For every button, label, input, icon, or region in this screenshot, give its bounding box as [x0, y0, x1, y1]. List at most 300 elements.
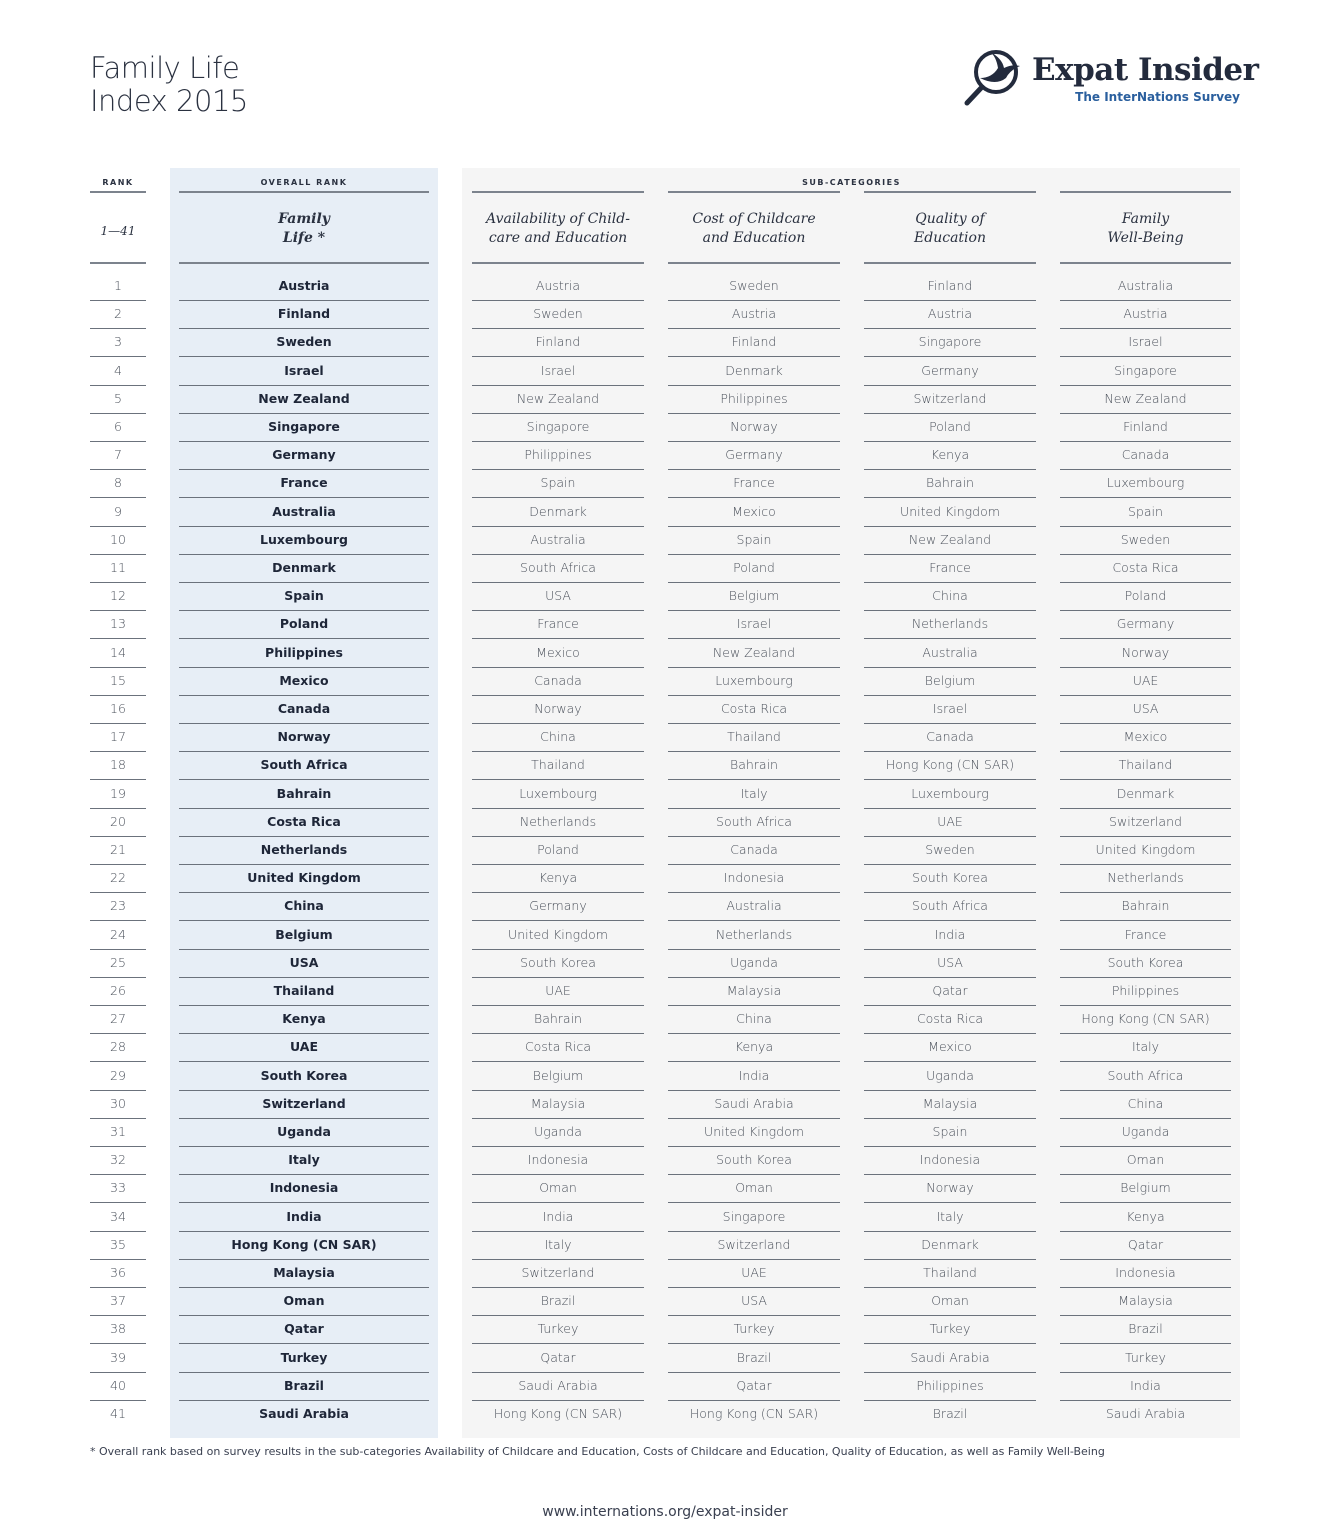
subcategory-country: Turkey — [537, 1321, 579, 1337]
row-divider — [179, 469, 429, 470]
subcategory-country: United Kingdom — [508, 926, 608, 942]
row-divider — [90, 497, 146, 498]
rank-number: 26 — [110, 983, 126, 998]
row-divider — [1060, 1259, 1231, 1260]
subcategory-country: Switzerland — [913, 390, 987, 406]
subcategory-country: Denmark — [1116, 785, 1175, 801]
subcategory-country: France — [1124, 926, 1167, 942]
row-divider — [90, 469, 146, 470]
subcategory-country: Luxembourg — [911, 785, 989, 801]
rank-number: 15 — [110, 672, 126, 688]
subcategory-country: Austria — [1123, 306, 1168, 322]
subcategory-country: Australia — [922, 644, 978, 660]
column-header: Cost of Childcare and Education — [692, 211, 816, 246]
header-divider — [179, 262, 429, 264]
subcategory-country: Canada — [534, 672, 582, 688]
subcategory-country: Uganda — [926, 1067, 974, 1083]
subcategory-country: Luxembourg — [519, 785, 597, 801]
subcategory-country: Netherlands — [715, 926, 793, 942]
rank-number: 17 — [110, 729, 126, 745]
subcategory-country: Norway — [1121, 644, 1170, 660]
rank-number: 25 — [110, 954, 126, 970]
row-divider — [179, 497, 429, 498]
row-divider — [1060, 1146, 1231, 1147]
subcategory-country: Malaysia — [530, 1095, 586, 1111]
header-divider — [472, 191, 644, 193]
overall-country: Australia — [272, 503, 336, 519]
subcategory-country: Hong Kong (CN SAR) — [493, 1406, 623, 1421]
row-divider — [179, 808, 429, 809]
overall-country: Mexico — [279, 672, 329, 688]
subcategory-country: Finland — [535, 334, 581, 350]
rank-number: 20 — [110, 813, 126, 829]
row-divider — [90, 554, 146, 555]
subcategory-country: Singapore — [722, 1208, 786, 1224]
rank-label: RANK — [102, 178, 134, 187]
overall-country: United Kingdom — [247, 870, 361, 886]
subcategory-country: South Korea — [520, 954, 596, 970]
subcategory-country: France — [929, 560, 971, 575]
row-divider — [179, 864, 429, 865]
overall-country: New Zealand — [258, 390, 350, 406]
row-divider — [90, 751, 146, 752]
subcategory-country: Belgium — [532, 1067, 584, 1083]
row-divider — [90, 667, 146, 668]
row-divider — [90, 1315, 146, 1316]
header-divider — [668, 262, 840, 264]
subcategory-country: Canada — [926, 729, 974, 745]
row-divider — [864, 497, 1036, 498]
subcategory-country: Brazil — [736, 1349, 772, 1365]
row-divider — [90, 892, 146, 893]
page-title — [90, 52, 248, 118]
subcategory-country: Oman — [539, 1180, 577, 1196]
row-divider — [472, 1033, 644, 1034]
row-divider — [179, 1090, 429, 1091]
row-divider — [472, 1259, 644, 1260]
row-divider — [864, 779, 1036, 780]
row-divider — [179, 1259, 429, 1260]
row-divider — [472, 977, 644, 978]
subcategory-country: South Africa — [520, 560, 596, 575]
overall-country: Poland — [279, 616, 329, 632]
row-divider — [90, 1061, 146, 1062]
subcategory-country: USA — [545, 588, 571, 604]
rank-number: 22 — [110, 870, 126, 886]
row-divider — [90, 1231, 146, 1232]
subcategory-country: Philippines — [1111, 983, 1180, 998]
footnote: * Overall rank based on survey results in the sub-categories Availability of Childcare and Education, Costs of Childcare and Education, Quality of Education, as well as Family Well-Being — [90, 1445, 1105, 1458]
subcategory-country: Poland — [929, 419, 971, 434]
row-divider — [1060, 667, 1231, 668]
row-divider — [90, 1343, 146, 1344]
subcategory-country: Netherlands — [911, 616, 989, 632]
subcategory-country: Luxembourg — [715, 672, 793, 688]
row-divider — [179, 1033, 429, 1034]
subcategory-country: Switzerland — [717, 1236, 791, 1252]
row-divider — [472, 1146, 644, 1147]
row-divider — [864, 977, 1036, 978]
subcategory-country: Austria — [535, 278, 581, 293]
row-divider — [668, 1146, 840, 1147]
subcategory-country: Italy — [1131, 1039, 1160, 1055]
subcategory-country: South Africa — [716, 813, 792, 829]
row-divider — [90, 638, 146, 639]
row-divider — [1060, 920, 1231, 921]
overall-country: Saudi Arabia — [259, 1406, 349, 1421]
row-divider — [90, 836, 146, 837]
overall-country: Kenya — [282, 1011, 326, 1027]
overall-country: Philippines — [265, 644, 343, 660]
row-divider — [472, 413, 644, 414]
column-header: Quality of Education — [914, 211, 986, 246]
row-divider — [864, 300, 1036, 301]
rank-number: 23 — [110, 898, 126, 914]
row-divider — [1060, 610, 1231, 611]
overall-country: Costa Rica — [267, 813, 341, 829]
subcategory-country: Mexico — [732, 503, 776, 519]
row-divider — [1060, 526, 1231, 527]
row-divider — [179, 1202, 429, 1203]
subcategory-country: Norway — [730, 419, 778, 434]
row-divider — [1060, 1005, 1231, 1006]
overall-country: Qatar — [284, 1321, 324, 1337]
row-divider — [90, 1400, 146, 1401]
column-header: 1—41 — [100, 224, 136, 238]
subcategory-country: Bahrain — [1121, 898, 1170, 914]
title-line-2: Index 2015 — [90, 84, 248, 118]
subcategory-country: USA — [741, 1293, 767, 1309]
row-divider — [179, 1372, 429, 1373]
subcategory-country: UAE — [545, 983, 571, 998]
row-divider — [90, 1287, 146, 1288]
overall-country: Uganda — [277, 1124, 331, 1139]
row-divider — [1060, 441, 1231, 442]
subcategory-country: New Zealand — [908, 531, 992, 547]
row-divider — [90, 1174, 146, 1175]
overall-country: Spain — [284, 588, 324, 604]
subcategory-country: Spain — [1128, 503, 1163, 519]
row-divider — [90, 695, 146, 696]
header-divider — [179, 191, 429, 193]
subcategory-country: Oman — [1126, 1152, 1165, 1168]
row-divider — [668, 1400, 840, 1401]
rank-number: 34 — [110, 1208, 126, 1224]
rank-number: 10 — [110, 531, 126, 547]
row-divider — [472, 300, 644, 301]
row-divider — [864, 1343, 1036, 1344]
row-divider — [1060, 1343, 1231, 1344]
subcategory-country: Turkey — [733, 1321, 775, 1337]
row-divider — [472, 610, 644, 611]
column-header: Availability of Child- care and Education — [486, 211, 630, 246]
subcategory-country: India — [738, 1067, 770, 1083]
row-divider — [179, 695, 429, 696]
subcategory-country: China — [736, 1011, 772, 1027]
title-line-1: Family Life — [90, 51, 240, 85]
row-divider — [864, 1061, 1036, 1062]
subcategory-country: Bahrain — [534, 1011, 582, 1027]
subcategory-country: Indonesia — [723, 870, 785, 886]
subcategory-country: Costa Rica — [720, 701, 788, 716]
subcategory-country: Indonesia — [1115, 1265, 1176, 1280]
overall-country: Brazil — [284, 1377, 324, 1393]
subcategory-country: Oman — [931, 1293, 969, 1309]
row-divider — [179, 328, 429, 329]
row-divider — [179, 300, 429, 301]
row-divider — [864, 1005, 1036, 1006]
subcategory-country: Kenya — [734, 1039, 774, 1055]
row-divider — [90, 385, 146, 386]
subcategory-country: USA — [937, 954, 963, 970]
subcategory-country: Norway — [926, 1180, 974, 1196]
row-divider — [472, 1287, 644, 1288]
subcategory-country: Oman — [735, 1180, 773, 1196]
row-divider — [1060, 1033, 1231, 1034]
subcategory-country: Costa Rica — [916, 1011, 984, 1027]
row-divider — [864, 836, 1036, 837]
row-divider — [668, 469, 840, 470]
subcategory-country: Qatar — [932, 983, 968, 998]
subcategory-country: Hong Kong (CN SAR) — [689, 1406, 819, 1421]
overall-country: Malaysia — [273, 1265, 335, 1280]
row-divider — [179, 836, 429, 837]
rank-number: 18 — [110, 757, 126, 773]
subcategory-country: Denmark — [725, 362, 783, 378]
subcategory-country: Turkey — [1125, 1349, 1166, 1365]
subcategory-country: Spain — [932, 1124, 968, 1139]
subcategory-country: Malaysia — [726, 983, 782, 998]
subcategory-country: South Korea — [912, 870, 988, 886]
rank-number: 11 — [110, 560, 126, 575]
row-divider — [668, 808, 840, 809]
subcategory-country: Sweden — [1120, 531, 1171, 547]
subcategory-country: Philippines — [916, 1377, 984, 1393]
subcategory-country: Uganda — [1121, 1124, 1170, 1139]
row-divider — [472, 751, 644, 752]
subcategory-country: Belgium — [1120, 1180, 1171, 1196]
subcategory-country: Denmark — [529, 503, 587, 519]
row-divider — [864, 526, 1036, 527]
row-divider — [864, 1372, 1036, 1373]
rank-number: 3 — [114, 334, 122, 350]
row-divider — [668, 695, 840, 696]
subcategory-country: Saudi Arabia — [714, 1095, 794, 1111]
row-divider — [179, 1061, 429, 1062]
subcategory-country: Australia — [726, 898, 782, 914]
row-divider — [1060, 497, 1231, 498]
rank-number: 21 — [110, 842, 126, 857]
row-divider — [864, 1259, 1036, 1260]
subcategory-country: Hong Kong (CN SAR) — [885, 757, 1015, 773]
subcategory-country: Thailand — [531, 757, 585, 773]
column-header: Family Well-Being — [1107, 211, 1184, 246]
subcategory-country: Poland — [1124, 588, 1167, 604]
subcategory-country: Costa Rica — [524, 1039, 592, 1055]
overall-country: Indonesia — [269, 1180, 339, 1196]
row-divider — [179, 385, 429, 386]
row-divider — [1060, 300, 1231, 301]
subcategory-country: Germany — [725, 447, 783, 463]
subcategory-country: China — [932, 588, 968, 604]
subcategory-country: Thailand — [923, 1265, 977, 1280]
rank-number: 37 — [110, 1293, 126, 1309]
overall-country: Finland — [277, 306, 331, 322]
rank-number: 2 — [114, 306, 122, 322]
row-divider — [1060, 723, 1231, 724]
rank-number: 16 — [110, 701, 126, 716]
row-divider — [179, 1118, 429, 1119]
row-divider — [179, 667, 429, 668]
row-divider — [668, 892, 840, 893]
subcategory-country: Singapore — [1114, 362, 1177, 378]
subcategory-country: New Zealand — [1104, 390, 1187, 406]
subcategory-country: Sweden — [533, 306, 583, 322]
row-divider — [90, 864, 146, 865]
row-divider — [1060, 582, 1231, 583]
rank-number: 36 — [110, 1265, 126, 1280]
row-divider — [1060, 356, 1231, 357]
row-divider — [472, 1005, 644, 1006]
row-divider — [90, 328, 146, 329]
subcategory-country: Malaysia — [1118, 1293, 1173, 1309]
row-divider — [864, 695, 1036, 696]
subcategory-country: UAE — [1132, 672, 1159, 688]
row-divider — [90, 610, 146, 611]
row-divider — [1060, 554, 1231, 555]
row-divider — [472, 695, 644, 696]
overall-country: Hong Kong (CN SAR) — [231, 1236, 377, 1252]
row-divider — [668, 1033, 840, 1034]
overall-rank-label: OVERALL RANK — [260, 178, 348, 187]
row-divider — [668, 836, 840, 837]
row-divider — [1060, 1315, 1231, 1316]
row-divider — [472, 892, 644, 893]
row-divider — [668, 497, 840, 498]
row-divider — [1060, 385, 1231, 386]
header-divider — [90, 191, 146, 193]
row-divider — [864, 582, 1036, 583]
row-divider — [668, 1259, 840, 1260]
row-divider — [864, 1287, 1036, 1288]
overall-country: Italy — [288, 1152, 320, 1168]
subcategory-country: Israel — [932, 701, 968, 716]
subcategory-country: Saudi Arabia — [518, 1377, 598, 1393]
subcategory-country: Uganda — [534, 1124, 582, 1139]
subcategory-country: Mexico — [928, 1039, 972, 1055]
website-url[interactable]: www.internations.org/expat-insider — [542, 1504, 788, 1520]
row-divider — [864, 1231, 1036, 1232]
subcategory-country: USA — [1132, 701, 1159, 716]
row-divider — [472, 526, 644, 527]
rank-number: 28 — [110, 1039, 126, 1055]
overall-country: Canada — [277, 701, 331, 716]
subcategory-country: Germany — [529, 898, 587, 914]
rank-number: 31 — [110, 1124, 126, 1139]
overall-country: Singapore — [268, 419, 340, 434]
row-divider — [668, 328, 840, 329]
subcategory-country: United Kingdom — [900, 503, 1000, 519]
row-divider — [472, 808, 644, 809]
row-divider — [472, 441, 644, 442]
subcategory-country: Saudi Arabia — [910, 1349, 990, 1365]
subcategory-country: Malaysia — [922, 1095, 978, 1111]
row-divider — [864, 1146, 1036, 1147]
row-divider — [472, 949, 644, 950]
row-divider — [472, 779, 644, 780]
rank-number: 29 — [110, 1067, 126, 1083]
subcategory-country: Spain — [736, 531, 772, 547]
rank-number: 7 — [114, 447, 122, 463]
row-divider — [668, 385, 840, 386]
subcategory-country: Australia — [530, 531, 586, 547]
subcategory-country: New Zealand — [712, 644, 796, 660]
row-divider — [668, 638, 840, 639]
subcategory-country: India — [542, 1208, 574, 1224]
row-divider — [90, 526, 146, 527]
subcategory-country: Hong Kong (CN SAR) — [1081, 1011, 1210, 1027]
row-divider — [179, 441, 429, 442]
overall-country: UAE — [290, 1039, 318, 1055]
row-divider — [668, 554, 840, 555]
subcategory-country: Bahrain — [730, 757, 778, 773]
row-divider — [864, 554, 1036, 555]
row-divider — [668, 1231, 840, 1232]
row-divider — [179, 723, 429, 724]
row-divider — [90, 441, 146, 442]
rank-number: 30 — [110, 1095, 126, 1111]
rank-number: 1 — [114, 278, 122, 293]
row-divider — [90, 920, 146, 921]
row-divider — [179, 638, 429, 639]
row-divider — [179, 1343, 429, 1344]
row-divider — [668, 300, 840, 301]
row-divider — [864, 1118, 1036, 1119]
row-divider — [1060, 469, 1231, 470]
row-divider — [668, 1174, 840, 1175]
subcategory-country: China — [1127, 1095, 1164, 1111]
row-divider — [472, 497, 644, 498]
subcategory-country: South Africa — [912, 898, 988, 914]
rank-number: 19 — [110, 785, 126, 801]
row-divider — [668, 864, 840, 865]
row-divider — [90, 1005, 146, 1006]
subcategory-country: Philippines — [524, 447, 592, 463]
overall-country: Bahrain — [276, 785, 332, 801]
row-divider — [668, 413, 840, 414]
subcategory-country: India — [1130, 1377, 1161, 1393]
row-divider — [472, 469, 644, 470]
row-divider — [668, 1372, 840, 1373]
row-divider — [668, 1090, 840, 1091]
row-divider — [179, 1315, 429, 1316]
subcategory-country: Qatar — [736, 1377, 772, 1393]
row-divider — [472, 1090, 644, 1091]
row-divider — [90, 949, 146, 950]
subcategory-country: Finland — [1123, 419, 1168, 434]
subcategory-country: Bahrain — [926, 475, 974, 491]
row-divider — [668, 751, 840, 752]
row-divider — [472, 1202, 644, 1203]
overall-country: USA — [289, 954, 319, 970]
rank-number: 24 — [110, 926, 126, 942]
overall-country: China — [284, 898, 324, 914]
row-divider — [864, 949, 1036, 950]
subcategory-country: United Kingdom — [1095, 842, 1196, 857]
header-divider — [1060, 191, 1231, 193]
subcategory-country: United Kingdom — [704, 1124, 804, 1139]
subcategory-country: Finland — [731, 334, 777, 350]
